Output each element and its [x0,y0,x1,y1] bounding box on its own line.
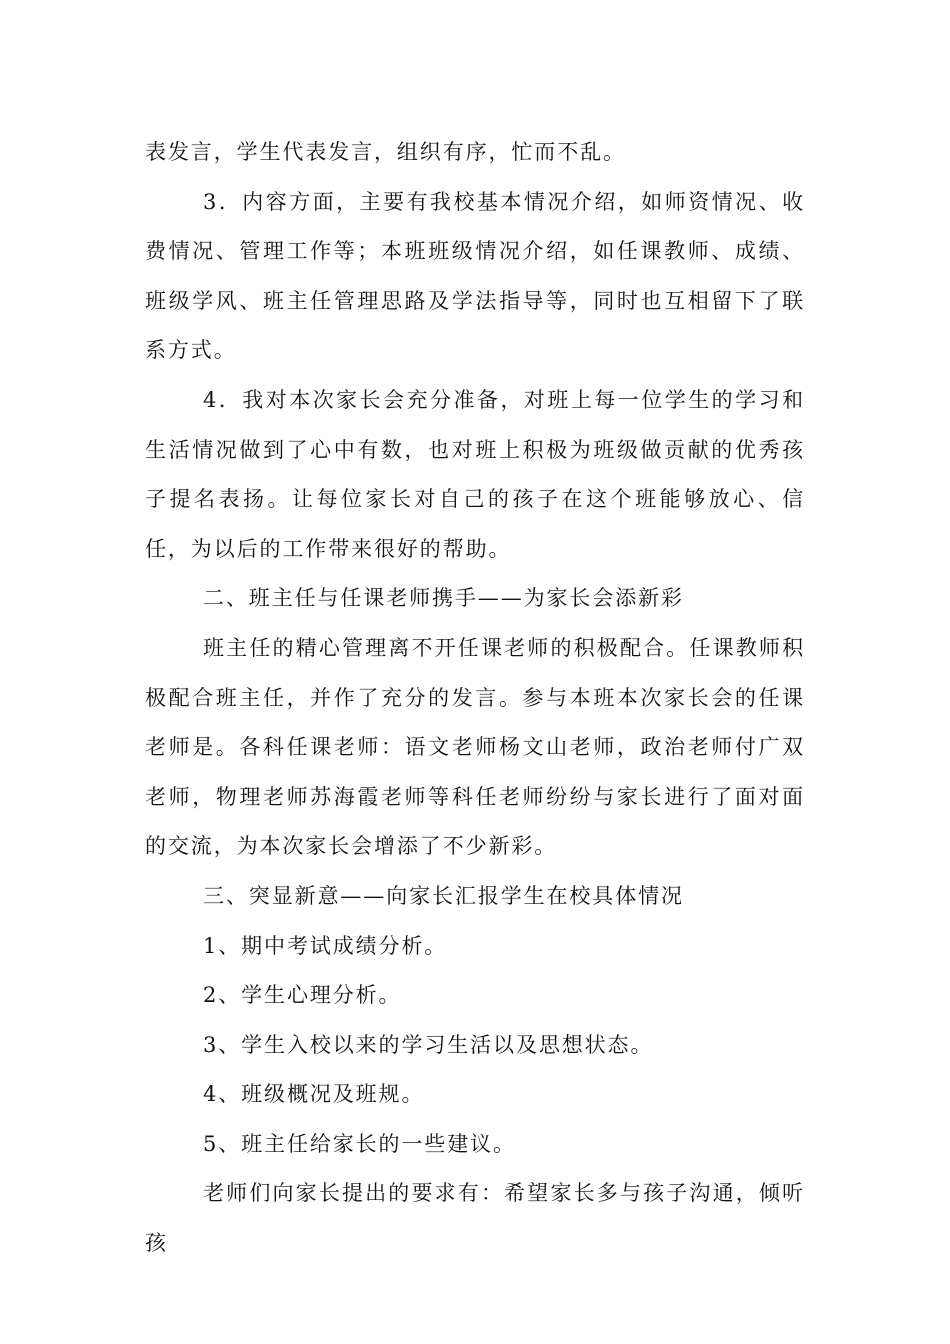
section-heading-2: 二、班主任与任课老师携手——为家长会添新彩 [203,586,684,611]
list-item: 3、学生入校以来的学习生活以及思想状态。 [203,1032,654,1057]
paragraph-item-3: 3．内容方面，主要有我校基本情况介绍，如师资情况、收费情况、管理工作等；本班班级情况介绍，如任课教师、成绩、班级学风、班主任管理思路及学法指导等，同时也互相留下了联系方式。 [145,189,805,363]
paragraph-requirements: 老师们向家长提出的要求有：希望家长多与孩子沟通，倾听孩 [145,1181,805,1256]
list-item: 5、班主任给家长的一些建议。 [203,1131,516,1156]
paragraph-item-4: 4．我对本次家长会充分准备，对班上每一位学生的学习和生活情况做到了心中有数，也对班上积极为班级做贡献的优秀孩子提名表扬。让每位家长对自己的孩子在这个班能够放心、信任，为以后的工作带来很好的帮助。 [145,387,805,561]
list-item: 1、期中考试成绩分析。 [203,933,448,958]
list-item: 2、学生心理分析。 [203,983,402,1008]
document-body [145,128,805,1269]
list-item: 4、班级概况及班规。 [203,1082,425,1107]
paragraph-teachers: 班主任的精心管理离不开任课老师的积极配合。任课教师积极配合班主任，并作了充分的发言。参与本班本次家长会的任课老师是。各科任课老师：语文老师杨文山老师，政治老师付广双老师，物理老师苏海霞老师等科任老师纷纷与家长进行了面对面的交流，为本次家长会增添了不少新彩。 [145,635,805,859]
section-heading-3: 三、突显新意——向家长汇报学生在校具体情况 [203,883,684,908]
paragraph-continuation: 表发言，学生代表发言，组织有序，忙而不乱。 [145,140,626,164]
